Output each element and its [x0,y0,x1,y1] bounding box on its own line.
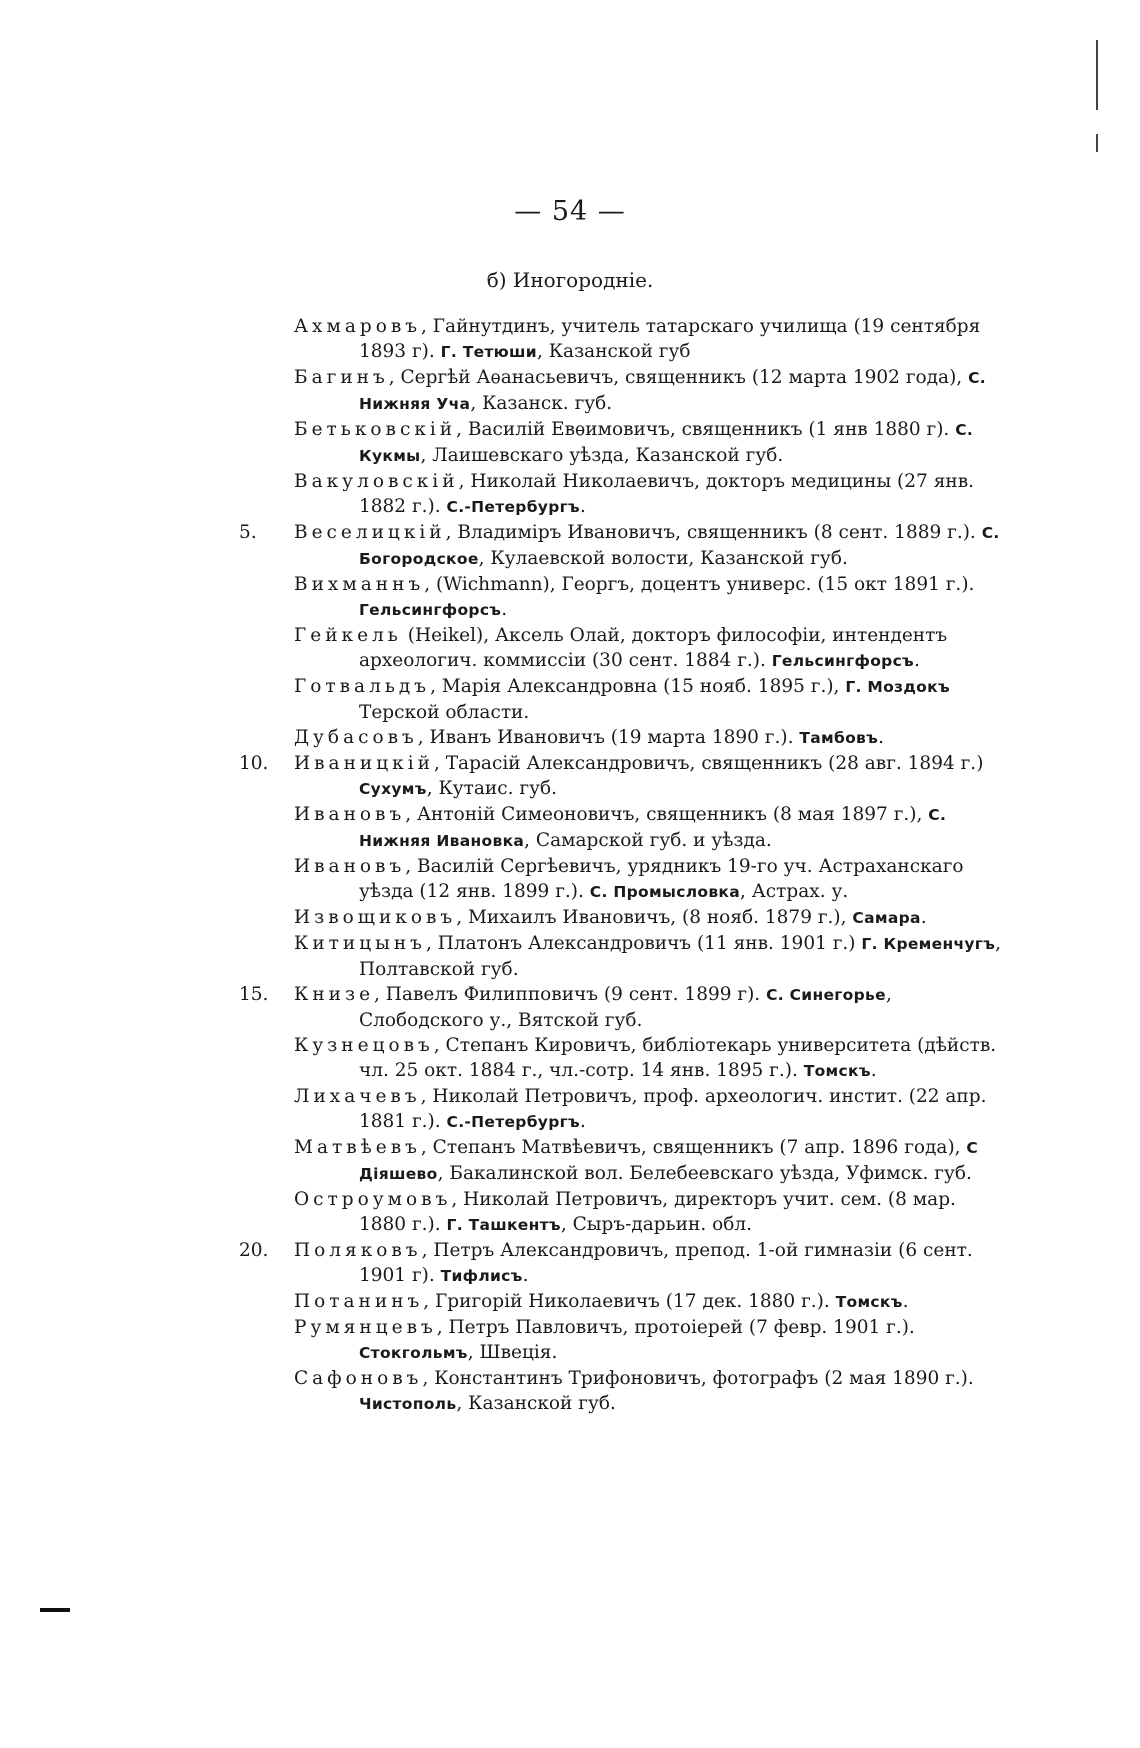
list-item [294,905,1004,931]
entry-place: Г. Моздокъ [845,678,950,696]
entry-surname: Ахмаровъ [294,316,422,337]
entry-text: , Марія Александровна (15 нояб. 1895 г.), [430,676,846,697]
list-item [294,469,1004,520]
entry-place: С Діяшево [359,1139,979,1183]
list-item [294,1084,1004,1135]
entry-place: Гельсингфорсъ [359,601,502,619]
list-item [239,982,1004,1033]
entry-place: С. Нижняя Уча [359,369,986,413]
entry-tail: , Кулаевской волости, Казанской губ. [478,548,848,569]
list-item [294,802,1004,854]
entry-tail: , Сыръ-дарьин. обл. [560,1214,753,1235]
entry-tail: , Бакалинской вол. Белебеевскаго уѣзда, Уфимск. губ. [437,1163,972,1184]
entry-surname: Лихачевъ [294,1086,421,1107]
entry-text: , Василій Сергѣевичъ, урядникъ 19-го уч. Астраханскаго уѣзда (12 янв. 1899 г.). [359,856,964,902]
list-item [294,1289,1004,1315]
entry-place: С. Нижняя Ивановка [359,806,947,850]
entry-tail: . [579,496,586,517]
entry-place: С. Богородское [359,524,1000,568]
list-item [294,1135,1004,1187]
entry-text: , Степанъ Матвѣевичъ, священникъ (7 апр. 1896 года), [420,1137,967,1158]
page-number: — 54 — [514,196,626,227]
list-item [294,725,1004,751]
entry-tail: , Самарской губ. и уѣзда. [524,830,772,851]
entry-place: Чистополь [359,1395,457,1413]
entry-surname: Матвѣевъ [294,1137,421,1158]
entry-text: , Петръ Александровичъ, препод. 1-ой гимназіи (6 сент. 1901 г). [359,1240,973,1286]
entry-surname: Вакуловскій [294,471,459,492]
entry-place: Гельсингфорсъ [771,652,915,670]
entry-place: С. Кукмы [359,421,974,465]
entry-place: Сухумъ [359,780,427,798]
entry-number: 5. [239,522,257,543]
entry-surname: Иваницкій [294,753,434,774]
entry-tail: . [902,1291,909,1312]
scan-margin-mark [40,1608,70,1612]
entry-tail: , Казанской губ [536,341,691,362]
entry-surname: Ивановъ [294,804,406,825]
entry-text: (Heikel), Аксель Олай, докторъ философіи, интендентъ археологич. коммиссіи (30 сент. 1884 г.). [359,625,948,671]
entry-text: , Платонъ Александровичъ (11 янв. 1901 г.) [425,933,862,954]
entry-tail: , Слободского у., Вятской губ. [359,984,892,1031]
entry-text: , Василій Евѳимовичъ, священникъ (1 янв 1880 г). [456,419,956,440]
entry-tail: , Полтавской губ. [359,933,1002,980]
entry-place: Томскъ [803,1062,871,1080]
entry-surname: Готвальдъ [294,676,431,697]
entry-surname: Книзе [294,984,375,1005]
entry-text: , Тарасій Александровичъ, священникъ (28 авг. 1894 г.) [433,753,984,774]
entry-tail: , Астрах. у. [740,881,849,902]
entry-surname: Вихманнъ [294,574,425,595]
entry-place: Г. Кременчугъ [861,935,996,953]
entry-text: , (Wichmann), Георгъ, доцентъ универс. (15 окт 1891 г.). [424,574,975,595]
entry-tail: . [914,650,920,671]
entry-surname: Остроумовъ [294,1189,452,1210]
list-item [294,931,1004,982]
entry-tail: . [522,1265,529,1286]
list-item [294,854,1004,905]
list-item [294,1033,1004,1084]
entry-surname: Дубасовъ [294,727,418,748]
entry-place: Стокгольмъ [359,1344,468,1362]
entry-tail: , Казанск. губ. [470,393,613,414]
entry-text: , Павелъ Филипповичъ (9 сент. 1899 г). [374,984,767,1005]
list-item [294,417,1004,469]
list-item [239,1238,1004,1289]
entry-text: , Антоній Симеоновичъ, священникъ (8 мая 1897 г.), [405,804,929,825]
entry-text: , Константинъ Трифоновичъ, фотографъ (2 мая 1890 г.). [422,1368,974,1389]
entry-text: , Иванъ Ивановичъ (19 марта 1890 г.). [417,727,800,748]
entry-surname: Багинъ [294,367,389,388]
entry-tail: , Казанской губ. [456,1393,616,1414]
list-item [294,1187,1004,1238]
entry-number: 10. [239,753,269,774]
list-item [294,1366,1004,1417]
entry-place: Тамбовъ [799,729,879,747]
entry-tail: . [579,1111,586,1132]
entry-text: , Григорій Николаевичъ (17 дек. 1880 г.). [423,1291,836,1312]
list-item [294,623,1004,674]
entry-tail: , Лаишевскаго уѣзда, Казанской губ. [420,445,784,466]
entry-place: С.-Петербургъ [446,498,580,516]
entry-place: Самара [852,909,921,927]
scan-edge-line [1096,134,1098,152]
entry-text: , Николай Петровичъ, проф. археологич. инстит. (22 апр. 1881 г.). [359,1086,987,1132]
entry-surname: Гейкель [294,625,402,646]
entry-tail: . [920,907,927,928]
scan-edge-line [1096,40,1098,110]
entry-surname: Сафоновъ [294,1368,423,1389]
entry-surname: Потанинъ [294,1291,424,1312]
entry-place: Г. Ташкентъ [446,1216,561,1234]
list-item [294,674,1004,725]
list-item [294,365,1004,417]
entry-list [239,314,1004,1417]
entry-tail: Терской области. [359,702,530,723]
entry-tail: . [501,599,508,620]
entry-tail: , Кутаис. губ. [426,778,557,799]
entry-text: , Михаилъ Ивановичъ, (8 нояб. 1879 г.), [456,907,853,928]
list-item [294,314,1004,365]
entry-place: С. Синегорье [766,986,886,1004]
entry-text: , Николай Николаевичъ, докторъ медицины (27 янв. 1882 г.). [359,471,974,517]
list-item [239,751,1004,802]
list-item [294,572,1004,623]
entry-surname: Веселицкій [294,522,446,543]
list-item [294,1315,1004,1366]
entry-tail: . [878,727,884,748]
entry-text: , Сергѣй Аѳанасьевичъ, священникъ (12 марта 1902 года), [388,367,969,388]
entry-place: Г. Тетюши [440,343,537,361]
entry-surname: Извощиковъ [294,907,457,928]
entry-text: , Владиміръ Ивановичъ, священникъ (8 сент. 1889 г.). [445,522,982,543]
entry-surname: Китицынъ [294,933,426,954]
entry-place: С. Промысловка [589,883,741,901]
entry-place: С.-Петербургъ [446,1113,580,1131]
entry-text: , Степанъ Кировичъ, библіотекарь университета (дѣйств. чл. 25 окт. 1884 г., чл.-сотр. 14 янв. 1895 г.). [359,1035,997,1081]
entry-tail: , Швеція. [467,1342,558,1363]
entry-surname: Кузнецовъ [294,1035,434,1056]
entry-surname: Румянцевъ [294,1317,437,1338]
entry-place: Томскъ [835,1293,903,1311]
section-heading: б) Иногородніе. [486,268,654,292]
entry-text: , Николай Петровичъ, директоръ учит. сем. (8 мар. 1880 г.). [359,1189,956,1235]
list-item [239,520,1004,572]
entry-surname: Бетьковскій [294,419,457,440]
entry-place: Тифлисъ [440,1267,523,1285]
entry-surname: Поляковъ [294,1240,422,1261]
entry-surname: Ивановъ [294,856,406,877]
entry-tail: . [870,1060,877,1081]
entry-text: , Петръ Павловичъ, протоіерей (7 февр. 1901 г.). [436,1317,915,1338]
entry-number: 15. [239,984,269,1005]
entry-text: , Гайнутдинъ, учитель татарскаго училища (19 сентября 1893 г). [359,316,981,362]
entry-number: 20. [239,1240,269,1261]
